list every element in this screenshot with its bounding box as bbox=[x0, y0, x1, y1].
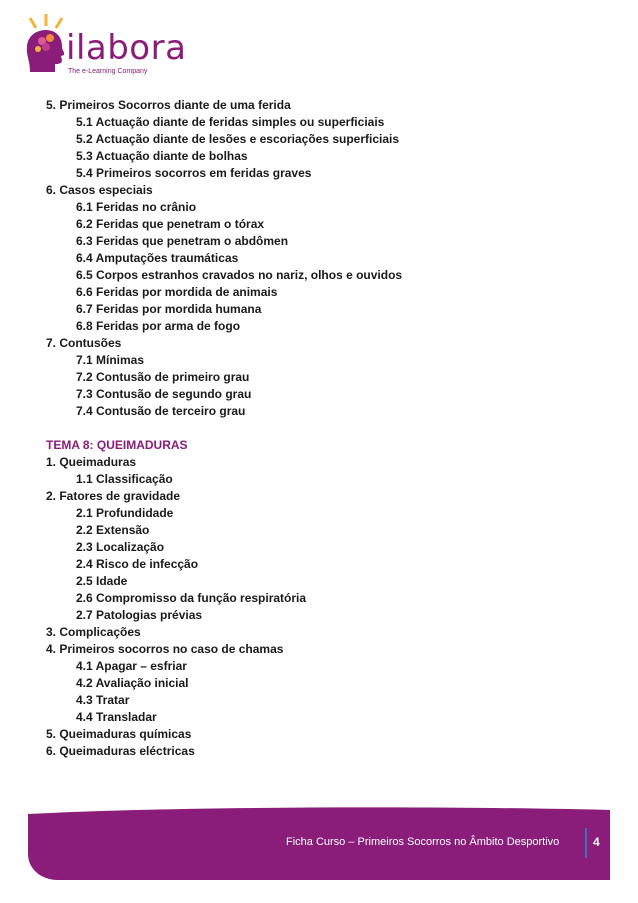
toc-item: 7. Contusões bbox=[46, 336, 122, 350]
brand-tagline: The e-Learning Company bbox=[68, 68, 148, 75]
logo bbox=[22, 10, 187, 80]
toc-item: 5.4 Primeiros socorros em feridas graves bbox=[76, 166, 312, 180]
toc-item: 6.6 Feridas por mordida de animais bbox=[76, 285, 278, 299]
toc-item: 4.2 Avaliação inicial bbox=[76, 676, 189, 690]
brand-name: ilabora bbox=[66, 28, 187, 68]
page-footer bbox=[28, 806, 610, 880]
toc-item: 2.1 Profundidade bbox=[76, 506, 174, 520]
toc-item: 5.1 Actuação diante de feridas simples ou superficiais bbox=[76, 115, 385, 129]
toc-item: 2.3 Localização bbox=[76, 540, 165, 554]
toc-item: 5. Primeiros Socorros diante de uma ferida bbox=[46, 98, 291, 112]
toc-item: 6.8 Feridas por arma de fogo bbox=[76, 319, 241, 333]
toc-item: 7.1 Mínimas bbox=[76, 353, 145, 367]
toc-item: 6.7 Feridas por mordida humana bbox=[76, 302, 262, 316]
head-icon bbox=[22, 10, 72, 80]
toc-item: 4.1 Apagar – esfriar bbox=[76, 659, 187, 673]
toc-item: 6.4 Amputações traumáticas bbox=[76, 251, 239, 265]
toc-item: 6.2 Feridas que penetram o tórax bbox=[76, 217, 265, 231]
toc-item: 1.1 Classificação bbox=[76, 472, 173, 486]
spacer bbox=[46, 420, 606, 437]
toc-item: 6. Queimaduras eléctricas bbox=[46, 744, 195, 758]
toc-item: 6.5 Corpos estranhos cravados no nariz, olhos e ouvidos bbox=[76, 268, 403, 282]
toc-item: 2.4 Risco de infecção bbox=[76, 557, 199, 571]
toc-item: 2.5 Idade bbox=[76, 574, 128, 588]
toc-item: 6. Casos especiais bbox=[46, 183, 153, 197]
section-heading: TEMA 8: QUEIMADURAS bbox=[46, 438, 188, 452]
toc-item: 5. Queimaduras químicas bbox=[46, 727, 192, 741]
toc-item: 7.3 Contusão de segundo grau bbox=[76, 387, 252, 401]
toc-item: 2. Fatores de gravidade bbox=[46, 489, 181, 503]
toc-item: 7.4 Contusão de terceiro grau bbox=[76, 404, 246, 418]
footer-separator bbox=[585, 828, 587, 858]
toc-item: 7.2 Contusão de primeiro grau bbox=[76, 370, 250, 384]
toc-item: 2.6 Compromisso da função respiratória bbox=[76, 591, 307, 605]
toc-item: 4. Primeiros socorros no caso de chamas bbox=[46, 642, 284, 656]
table-of-contents bbox=[46, 97, 606, 760]
toc-item: 5.2 Actuação diante de lesões e escoriações superficiais bbox=[76, 132, 400, 146]
footer-title: Ficha Curso – Primeiros Socorros no Âmbito Desportivo bbox=[286, 836, 560, 848]
toc-item: 3. Complicações bbox=[46, 625, 141, 639]
toc-item: 4.3 Tratar bbox=[76, 693, 130, 707]
page-number: 4 bbox=[593, 835, 600, 849]
toc-item: 1. Queimaduras bbox=[46, 455, 137, 469]
toc-item: 2.2 Extensão bbox=[76, 523, 150, 537]
toc-item: 4.4 Transladar bbox=[76, 710, 157, 724]
toc-item: 6.1 Feridas no crânio bbox=[76, 200, 197, 214]
toc-item: 6.3 Feridas que penetram o abdômen bbox=[76, 234, 289, 248]
toc-item: 5.3 Actuação diante de bolhas bbox=[76, 149, 248, 163]
toc-item: 2.7 Patologias prévias bbox=[76, 608, 203, 622]
